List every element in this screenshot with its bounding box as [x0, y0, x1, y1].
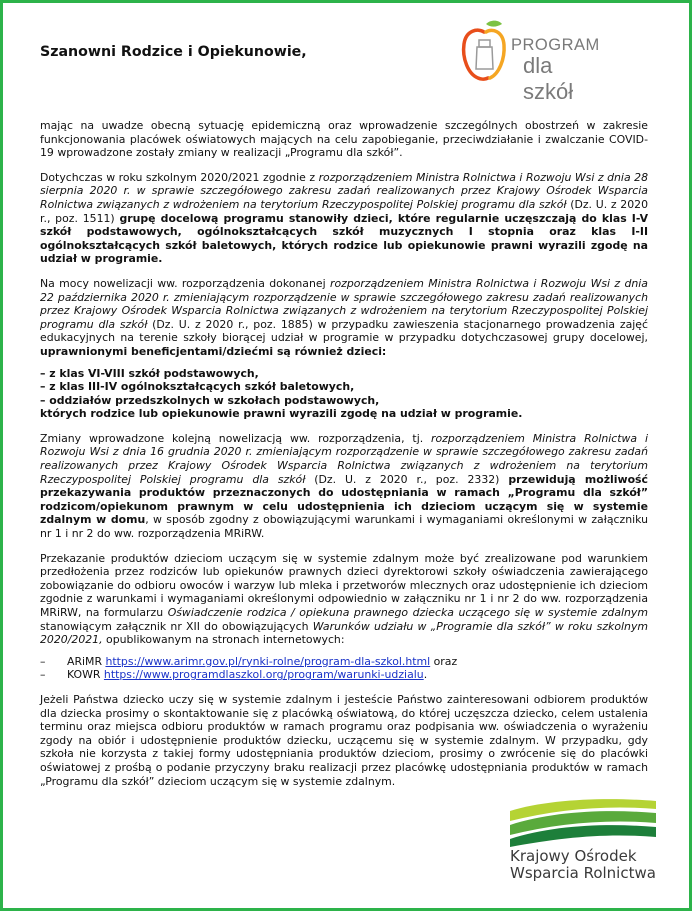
text-span: (Dz. U. z 2020 r., poz. 1885) w przypadku zawieszenia stacjonarnego prowadzenia zajęć edukacyjnych na terenie szkoły biorącej udział w programie w przypadku dotychczasowej grupy docelowej, [40, 317, 648, 345]
field-stripes-icon [508, 797, 658, 847]
paragraph-conditions [40, 552, 648, 647]
dash-marker: – [40, 668, 46, 682]
letter-body [40, 119, 648, 799]
logo-program-text: PROGRAM [511, 36, 600, 54]
regulation-title: rozporządzeniem Ministra Rolnictwa i Rozwoju Wsi z dnia 28 sierpnia 2020 r. w sprawie szczegółowego zakresu zadań realizowanych przez Krajowy Ośrodek Wsparcia Rolnictwa związanych z wdrożeniem na terytorium Rzeczypospolitej Polskiej programu dla szkół [40, 170, 648, 211]
text-span: Zmiany wprowadzone kolejną nowelizacją ww. rozporządzenia, tj. [40, 431, 432, 445]
paragraph-amendment-october [40, 277, 648, 359]
paragraph-amendment-december [40, 432, 648, 541]
paragraph-previous-target-group [40, 171, 648, 266]
paragraph-intro: mając na uwadze obecną sytuację epidemiczną oraz wprowadzenie szczególnych obostrzeń w zakresie funkcjonowania placówek oświatowych mających na celu zapobieganie, przeciwdziałanie i zwalczanie COVID-19 wprowadzone zostały zmiany w realizacji „Programu dla szkół”. [40, 119, 648, 160]
apple-milk-icon [456, 18, 512, 90]
text-span: opublikowanym na stronach internetowych: [102, 633, 345, 647]
list-tail: których rodzice lub opiekunowie prawni wyrazili zgodę na udział w programie. [40, 407, 523, 421]
link-suffix: . [423, 668, 428, 682]
kowr-logo-line1: Krajowy Ośrodek [510, 847, 637, 865]
program-dla-szkol-logo [456, 18, 606, 104]
link-suffix: oraz [430, 654, 458, 668]
text-span: stanowiącym załącznik nr XII do obowiązujących [40, 619, 313, 633]
website-links-list [40, 655, 648, 682]
greeting-heading: Szanowni Rodzice i Opiekunowie, [40, 44, 307, 60]
regulation-title: rozporządzeniem Ministra Rolnictwa i Rozwoju Wsi z dnia 16 grudnia 2020 r. zmieniającym rozporządzenie w sprawie szczegółowego zakresu zadań realizowanych przez Krajowy Ośrodek Wsparcia Rolnictwa związanych z wdrożeniem na terytorium Rzeczypospolitej Polskiej programu dla szkół [40, 431, 648, 486]
beneficiary-list [40, 367, 648, 421]
link-prefix: ARiMR [67, 654, 106, 668]
text-span: , w sposób zgodny z obowiązującymi warunkami i wymaganiami określonymi w załączniku nr 1 i nr 2 do ww. rozporządzenia MRiRW. [40, 513, 648, 541]
kowr-link[interactable]: https://www.programdlaszkol.org/program/warunki-udzialu [103, 668, 424, 682]
kowr-logo-line2: Wsparcia Rolnictwa [510, 864, 656, 882]
paragraph-contact-school: Jeżeli Państwa dziecko uczy się w systemie zdalnym i jesteście Państwo zainteresowani odbiorem produktów dla dziecka prosimy o skontaktowanie się z placówką oświatową, do której uczęszcza dziecko, celem ustalenia terminu oraz miejsca odbioru produktów w ramach programu oraz podpisania ww. oświadczenia o wyrażeniu zgody na obiór i udostępnienie produktów dziecku, uczącemu się w systemie zdalnym. W przypadku, gdy szkoła nie korzysta z takiej formy udostępniania produktów dzieciom, prosimy o zwrócenie się do placówki oświatowej z prośbą o podanie przyczyny braku realizacji przez placówkę udostępniania produktów w ramach „Programu dla szkół” dzieciom uczącym się w systemie zdalnym. [40, 692, 648, 788]
form-title: Oświadczenie rodzica / opiekuna prawnego dziecka uczącego się w systemie zdalnym [167, 606, 648, 619]
text-span: Dotychczas w roku szkolnym 2020/2021 zgodnie z [40, 170, 319, 184]
text-span: (Dz. U. z 2020 r., poz. 2332) [305, 472, 509, 486]
arimr-link[interactable]: https://www.arimr.gov.pl/rynki-rolne/program-dla-szkol.html [105, 654, 431, 668]
logo-dla-szkol-text: dla szkół [523, 53, 574, 104]
text-span: Przekazanie produktów dzieciom uczącym się w systemie zdalnym może być zrealizowane pod warunkiem przedłożenia przez rodziców lub opiekunów prawnych dzieci dyrektorowi szkoły oświadczenia zawierającego zobowiązanie do odbioru owoców i warzyw lub mleka i przetworów mlecznych oraz udostępnienie ich dzieciom zgodnie z warunkami i wymaganiami określonymi odpowiednio w załączniku nr 1 i nr 2 do ww. rozporządzenia MRiRW, na formularzu [40, 551, 648, 619]
bold-statement: uprawnionymi beneficjentami/dziećmi są również dzieci: [40, 344, 387, 358]
bold-statement: przewidują możliwość przekazywania produktów przeznaczonych do udostępniania w ramach „Programu dla szkół” rodzicom/opiekunom prawnym w celu udostępnienia ich dzieciom uczącym się w systemie zdalnym w domu [40, 472, 648, 527]
link-item-arimr [40, 655, 648, 669]
list-item: – z klas VI-VIII szkół podstawowych, [40, 366, 259, 380]
text-span: (Dz. U. z 2020 r., poz. 1511) [40, 197, 648, 225]
list-item: – z klas III-IV ogólnokształcących szkół baletowych, [40, 380, 355, 394]
list-item: – oddziałów przedszkolnych w szkołach podstawowych, [40, 393, 380, 407]
regulation-title: rozporządzeniem Ministra Rolnictwa i Rozwoju Wsi z dnia 22 października 2020 r. zmieniającym rozporządzenie w sprawie szczegółowego zakresu zadań realizowanych przez Krajowy Ośrodek Wsparcia Rolnictwa związanych z wdrożeniem na terytorium Rzeczypospolitej Polskiej programu dla szkół [40, 276, 648, 331]
text-span: Na mocy nowelizacji ww. rozporządzenia dokonanej [40, 276, 330, 290]
link-prefix: KOWR [67, 668, 104, 682]
link-item-kowr [40, 668, 648, 682]
dash-marker: – [40, 654, 46, 668]
kowr-logo [508, 797, 658, 887]
bold-statement: grupę docelową programu stanowiły dzieci, które regularnie uczęszczają do klas I-V szkół podstawowych, ogólnokształcących szkół muzycznych I stopnia oraz klas I-II ogólnokształcących szkół baletowych, których rodzice lub opiekunowie prawni wyrazili zgodę na udział w programie. [40, 211, 648, 266]
conditions-title: Warunków udziału w „Programie dla szkół” w roku szkolnym 2020/2021, [40, 619, 648, 647]
